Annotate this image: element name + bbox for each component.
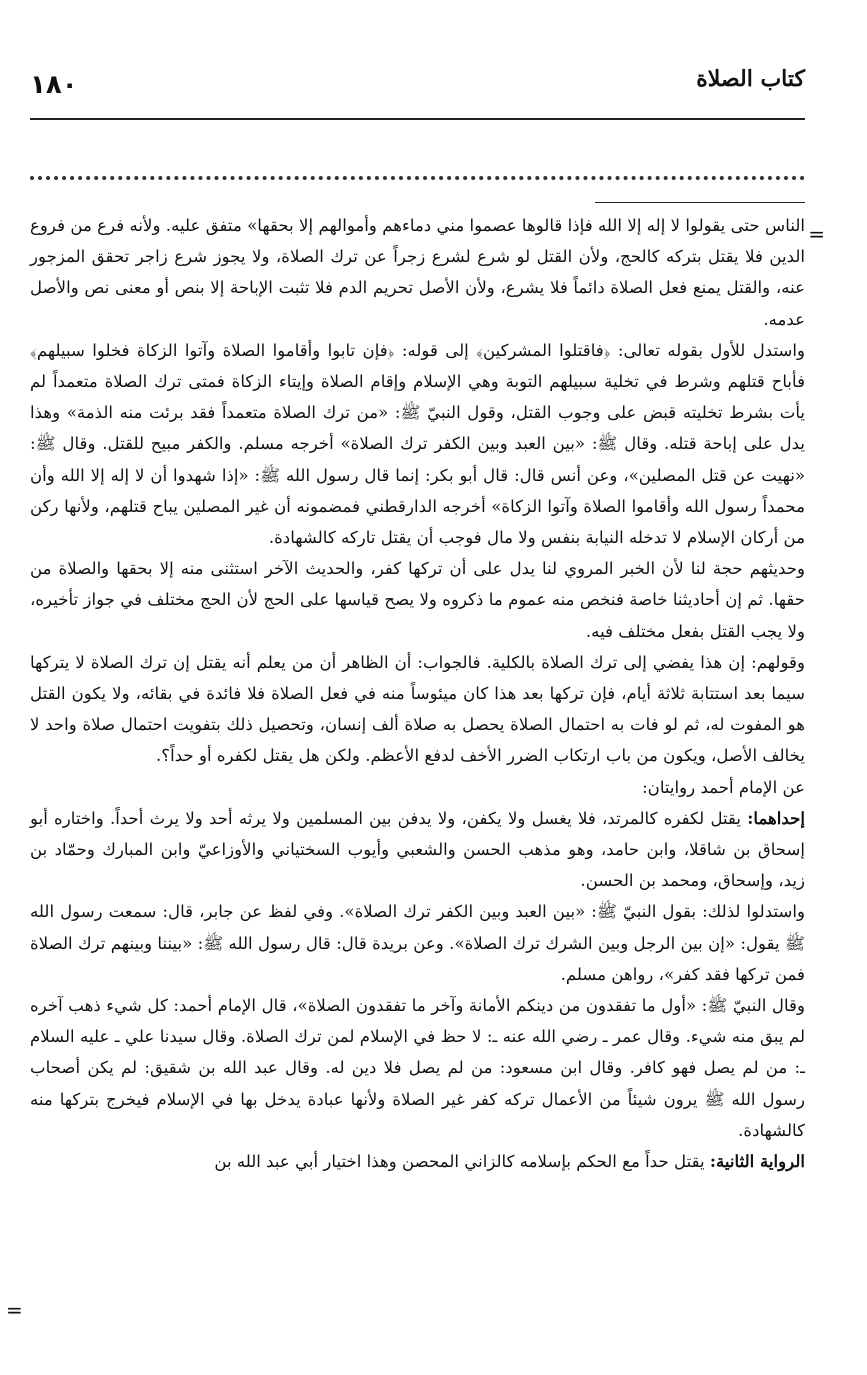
page-number: ١٨٠	[30, 70, 78, 100]
header-divider	[30, 118, 805, 120]
paragraph-text: الناس حتى يقولوا لا إله إلا الله فإذا قالوها عصموا مني دماءهم وأموالهم إلا بحقها» متفق عليه. ولأنه فرع من فروع الدين فلا يقتل بتركه كالحج، ولأن القتل لو شرع لشرع زجراً عن ترك الصلاة، ولا يجوز شرع زاجر تحقق المزجور عنه، والقتل يمنع فعل الصلاة دائماً فلا يشرع، ولأن الأصل تحريم الدم فلا تثبت الإباحة إلا بنص أو معنى نص والأصل عدمه.	[30, 216, 805, 329]
paragraph-text: وقال النبيّ ﷺ: «أول ما تفقدون من دينكم الأمانة وآخر ما تفقدون الصلاة»، قال الإمام أحمد: كل شيء ذهب آخره لم يبق منه شيء. وقال عمر ـ رضي الله عنه ـ: لا حظ في الإسلام لمن ترك الصلاة. وقال سيدنا علي ـ عليه السلام ـ: من لم يصل فهو كافر. وقال ابن مسعود: من لم يصل فلا دين له. وقال عبد الله بن شقيق: لم يكن أصحاب رسول الله ﷺ يرون شيئاً من الأعمال تركه كفر غير الصلاة ولأنها عبادة يدخل بها في الإسلام فيخرج بتركها منه كالشهادة.	[30, 996, 805, 1140]
paragraph	[30, 803, 805, 897]
paragraph-text: وقولهم: إن هذا يفضي إلى ترك الصلاة بالكلية. فالجواب: أن الظاهر أن من يعلم أنه يقتل إن ترك الصلاة لا يتركها سيما بعد استتابة ثلاثة أيام، فإن تركها بعد هذا كان ميئوساً منه في فعل الصلاة فلا فائدة في بقائه، ولا يكون القتل هو المفوت له، ثم لو فات به احتمال الصلاة يحصل به صلاة ألف إنسان، وتحصيل ذلك بتفويت احتمال صلاة واحد لا يخالف الأصل، ويكون من باب ارتكاب الضرر الأخف لدفع الأعظم. ولكن هل يقتل لكفره أو حداً؟.	[30, 652, 805, 766]
paragraph-text: يقتل لكفره كالمرتد، فلا يغسل ولا يكفن، ولا يدفن بين المسلمين ولا يرثه أحد ولا يرث أحداً. واختاره أبو إسحاق بن شاقلا، وابن حامد، وهو مذهب الحسن والشعبي وأيوب السختياني والأوزاعيّ وابن المبارك وحمّاد بن زيد، وإسحاق، ومحمد بن الحسن.	[30, 808, 805, 891]
paragraph-text: يقتل حداً مع الحكم بإسلامه كالزاني المحصن وهذا اختيار أبي عبد الله بن	[214, 1152, 710, 1172]
paragraph-text: واستدلوا لذلك: بقول النبيّ ﷺ: «بين العبد وبين الكفر ترك الصلاة». وفي لفظ عن جابر، قال: سمعت رسول الله ﷺ يقول: «إن بين الرجل وبين الشرك ترك الصلاة». وعن بريدة قال: قال رسول الله ﷺ: «بيننا وبينهم ترك الصلاة فمن تركها فقد كفر»، رواهن مسلم.	[30, 902, 805, 984]
footnote-rule	[595, 202, 805, 203]
continuation-mark: =	[808, 222, 825, 246]
paragraph	[30, 210, 805, 335]
paragraph	[30, 335, 805, 553]
paragraph-lead: إحداهما:	[747, 807, 805, 828]
paragraph	[30, 647, 805, 772]
paragraph	[30, 772, 805, 803]
page-header	[30, 52, 805, 102]
book-title: كتاب الصلاة	[696, 66, 805, 92]
paragraph-text: وحديثهم حجة لنا لأن الخبر المروي لنا يدل على أن تركها كفر، والحديث الآخر استثنى منه إلا بحقها والصلاة من حقها. ثم إن أحاديثنا خاصة فنخص منه عموم ما ذكروه ولا يصح قياسها على الحج لأن الحج مختلف في جواز تأخيره، ولا يجب القتل بفعل مختلف فيه.	[30, 559, 805, 641]
paragraph-text: واستدل للأول بقوله تعالى: ﴿فاقتلوا المشركين﴾ إلى قوله: ﴿فإن تابوا وأقاموا الصلاة وآتوا الزكاة فخلوا سبيلهم﴾ فأباح قتلهم وشرط في تخلية سبيلهم التوبة وهي الإسلام وإقام الصلاة وإيتاء الزكاة فمتى ترك الصلاة متعمداً لم يأت بشرط تخليته قبض على وجوب القتل، وقول النبيّ ﷺ: «من ترك الصلاة متعمداً فقد برئت منه الذمة» وهذا يدل على إباحة قتله. وقال ﷺ: «بين العبد وبين الكفر ترك الصلاة» أخرجه مسلم. والكفر مبيح للقتل. وقال ﷺ: «نهيت عن قتل المصلين»، وعن أنس قال: قال أبو بكر: إنما قال رسول الله ﷺ: «إذا شهدوا أن لا إله إلا الله وأن محمداً رسول الله وأقاموا الصلاة وآتوا الزكاة» أخرجه الدارقطني فمضمونه أن غير المصلين يباح قتلهم، ولأنها ركن من أركان الإسلام لا تدخله النيابة بنفس ولا مال فوجب أن يقتل تاركه كالشهادة.	[30, 340, 805, 548]
paragraph	[30, 990, 805, 1146]
paragraph	[30, 896, 805, 990]
continuation-end-mark: =	[6, 1298, 23, 1322]
dotted-separator	[30, 176, 805, 180]
paragraph	[30, 1146, 805, 1177]
paragraph	[30, 553, 805, 647]
footnote-body	[30, 210, 805, 1177]
paragraph-text: عن الإمام أحمد روايتان:	[642, 777, 805, 797]
paragraph-lead: الرواية الثانية:	[709, 1151, 805, 1172]
